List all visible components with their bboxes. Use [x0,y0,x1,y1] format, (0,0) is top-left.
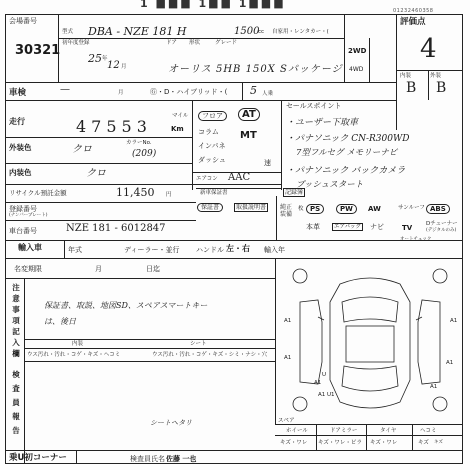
inspector-name-label: 検査員氏名 [130,455,165,463]
damage-mark-4: A1 [446,360,454,366]
damage-mark-8: A1 U1 [318,392,335,398]
chassis-label: 車台番号 [9,227,37,235]
interior-wear-options: ウス汚れ・汚れ・コゲ・キズ・ヘコミ [27,352,121,358]
transmission-mt: MT [240,130,257,141]
exterior-color-label: 外装色 [9,143,32,152]
exterior-color: クロ [72,144,92,155]
equip-pw: PW [336,204,357,214]
color-no-label: カラーNo. [126,140,152,146]
door-mirror-options: キズ・ワレ・ピラ [318,440,362,446]
shaken-dash: — [60,84,70,95]
name-change-day: 日迄 [146,265,160,273]
damage-mark-3: A1 [284,355,292,361]
exterior-score: B [436,80,447,96]
shift-instrument-panel: インパネ [198,142,226,150]
model-code-label: 型式 [62,29,74,35]
sales-point-4: ・パナソニック バックカメラ [286,166,406,176]
manual-box: 取扱説明書 [236,204,267,211]
car-damage-diagram [278,262,462,422]
exterior-label: 外装 [430,73,442,79]
interior-label: 内装 [400,73,412,79]
venue-label: 会場番号 [9,17,37,25]
mileage-unit-mile: マイル [172,113,189,119]
drive-4wd: 4WD [349,66,364,73]
recycle-label: リサイクル預託金額 [9,189,67,197]
grade-score: 4 [420,34,437,64]
notes-line-2: は、後日 [44,317,76,326]
corner-label: 乗U初コーナー [9,453,67,463]
first-reg-label: 初年度登録 [62,40,90,46]
drive-2wd: 2WD [348,47,367,55]
record-count: 枚 [298,206,304,212]
record-box: 記録簿 [285,189,304,196]
interior-header-label: 内装 [72,341,84,347]
tire-label: タイヤ [380,428,397,434]
tire-options: キズ・ワレ [370,440,398,446]
name-change-month: 月 [95,265,102,273]
year-model-label: 年式 [68,246,82,254]
sales-point-5: プッシュスタート [296,180,364,190]
equip-sunroof: サンルーフ [398,205,425,211]
seat-options: ウス汚れ・汚れ・コゲ・キズ・シミ・ナシ・穴 [152,352,268,358]
displacement: 1500 [234,26,260,37]
recycle-amount: 11,450 [116,186,155,199]
notes-vertical-label: 注意事項記入欄 [12,283,20,358]
hood-label: ヘコミ [420,428,437,434]
transmission-at: AT [238,110,260,120]
door-label: ドア [166,40,177,46]
recycle-unit: 円 [166,192,172,198]
handle-value: 左・右 [226,244,250,253]
damage-mark-6: A1 [430,384,438,390]
shift-dash: ダッシュ [198,156,226,164]
capacity-value: 5 [250,84,257,97]
equipment-label: 純正装備 [280,204,293,218]
wheel-label: ホイール [286,428,308,434]
name-change-label: 名変期限 [14,265,42,273]
reg-number-note: (ナンバープレート) [9,213,48,218]
chassis-number: NZE 181 - 6012847 [66,223,166,234]
shape-label: 形状 [189,40,201,46]
ac-value: AAC [228,172,251,183]
sales-points-label: セールスポイント [286,102,342,110]
shaken-label: 車検 [9,88,27,98]
year-unit: 年 [102,56,108,62]
equip-ps: PS [306,204,324,214]
equip-airbag: エアバッグ [334,224,362,230]
color-no: (209) [132,149,157,159]
sales-point-3: 7型フルセグ メモリーナビ [296,148,398,158]
sales-point-2: ・パナソニック CN-R300WD [286,134,410,144]
equip-d-tuner: Dチューナー [426,221,458,227]
mileage-value: 47553 [76,117,152,136]
inspector-signature-note: シートヘタリ [150,419,192,427]
model-code: DBA - NZE 181 H [88,25,187,38]
mileage-label: 走行 [9,117,25,126]
damage-mark-7: U [322,372,327,378]
fuel-label: Ⓖ・D・ハイブリッド・( [150,88,228,96]
wheel-options: キズ・ワレ [280,440,308,446]
damage-mark-1: A1 [284,318,292,324]
header-title: 1 ■■■ 1■■ 1■■■ [140,0,286,10]
inspector-vertical-label: 検査員報告 [12,370,20,435]
displacement-unit: cc [258,29,265,35]
auto-check: オートチェック [400,237,432,242]
interior-color-label: 内装色 [9,168,32,177]
grade-text: オーリス 5HB 150X Sパッケージ [168,64,343,75]
damage-mark-2: A1 [450,318,458,324]
serial-number: 01232460358 [393,8,434,14]
equip-navi: ナビ [370,223,384,231]
hood-options: キズ [418,440,429,446]
import-label: 輸入車 [18,243,42,252]
import-year-label: 輸入年 [264,246,285,254]
warranty-box: 保証書 [197,205,223,211]
shaken-month-unit: 月 [118,90,124,96]
grade-label: 評価点 [400,17,426,27]
handle-label: ハンドル [196,246,224,254]
capacity-unit: 人乗 [262,91,274,97]
tire-extra: キズ [434,440,443,445]
sales-point-1: ・ユーザー下取車 [286,118,359,128]
equip-aw: AW [368,205,381,213]
damage-mark-5: A1 [314,380,322,386]
seat-header-label: シート [190,341,207,347]
first-reg-year: 25 [88,52,102,65]
grade-label: グレード [215,40,238,46]
mileage-unit-km: Km [171,125,184,133]
first-reg-month: 12 [107,60,120,71]
month-unit: 月 [121,64,127,70]
speed-unit: 速 [264,159,271,167]
equip-d-tuner-sub: (デジタルのみ) [426,228,457,233]
reg-number-label: 登録番号 [9,205,37,213]
door-mirror-label: ドアミラー [330,428,358,434]
ac-label: エアコン [196,176,218,182]
spare-label: スペア [278,418,295,424]
equip-tv: TV [402,224,413,232]
warranty-label: 新車保証書 [200,190,228,196]
inspector-name: 佐藤 一也 [166,455,197,463]
interior-score: B [406,80,417,96]
equip-leather: 本革 [306,223,320,231]
equip-abs: ABS [426,204,450,214]
lot-number: 30321 [15,43,61,58]
shift-column: コラム [198,128,219,136]
shift-floor: フロア [198,112,227,120]
interior-color: クロ [86,168,106,179]
notes-line-1: 保証書、取説、地図SD、スペアスマートキー [44,301,208,310]
rental-label: 自家用・レンタカー・( [272,29,329,35]
dealer-label: ディーラー・並行 [124,246,180,254]
